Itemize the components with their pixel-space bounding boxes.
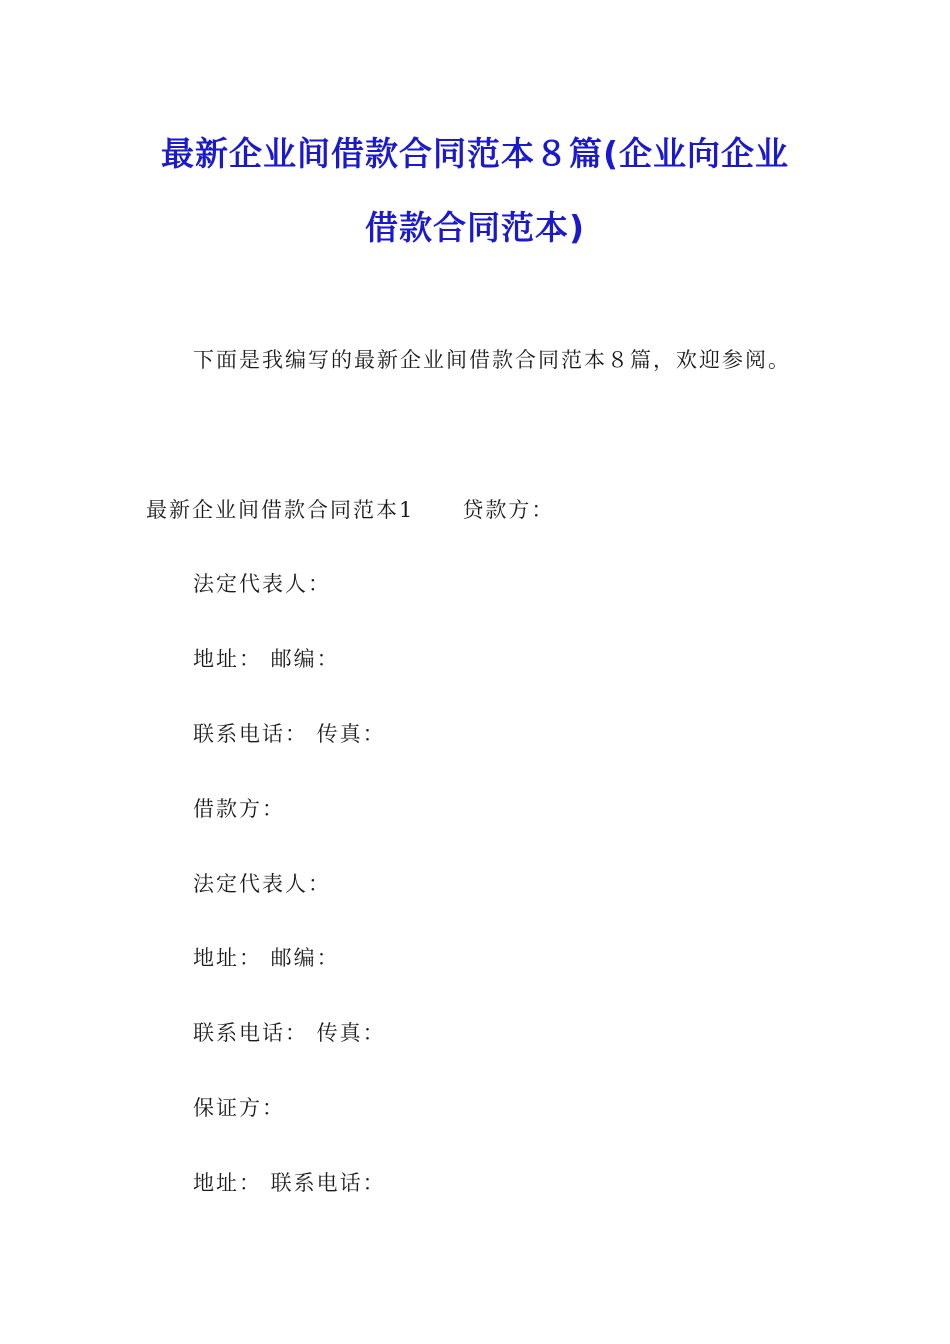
borrower-address-postcode: 地址： 邮编：: [193, 946, 340, 970]
section-heading-row: [146, 496, 554, 524]
lender-phone-fax: 联系电话： 传真：: [193, 722, 386, 746]
document-title-line-2: 借款合同范本): [364, 208, 586, 247]
borrower-phone-fax: 联系电话： 传真：: [193, 1021, 386, 1045]
lender-legal-representative: 法定代表人：: [193, 572, 331, 596]
intro-paragraph: 下面是我编写的最新企业间借款合同范本８篇，欢迎参阅。: [193, 348, 791, 372]
section-heading: 最新企业间借款合同范本1: [146, 498, 415, 522]
document-title-line-1: 最新企业间借款合同范本８篇(企业向企业: [160, 134, 790, 173]
borrower-label: 借款方：: [193, 797, 285, 821]
guarantor-label: 保证方：: [193, 1096, 285, 1120]
lender-address-postcode: 地址： 邮编：: [193, 647, 340, 671]
lender-label: 贷款方：: [462, 498, 555, 522]
guarantor-address-phone: 地址： 联系电话：: [193, 1171, 386, 1195]
borrower-legal-representative: 法定代表人：: [193, 872, 331, 896]
